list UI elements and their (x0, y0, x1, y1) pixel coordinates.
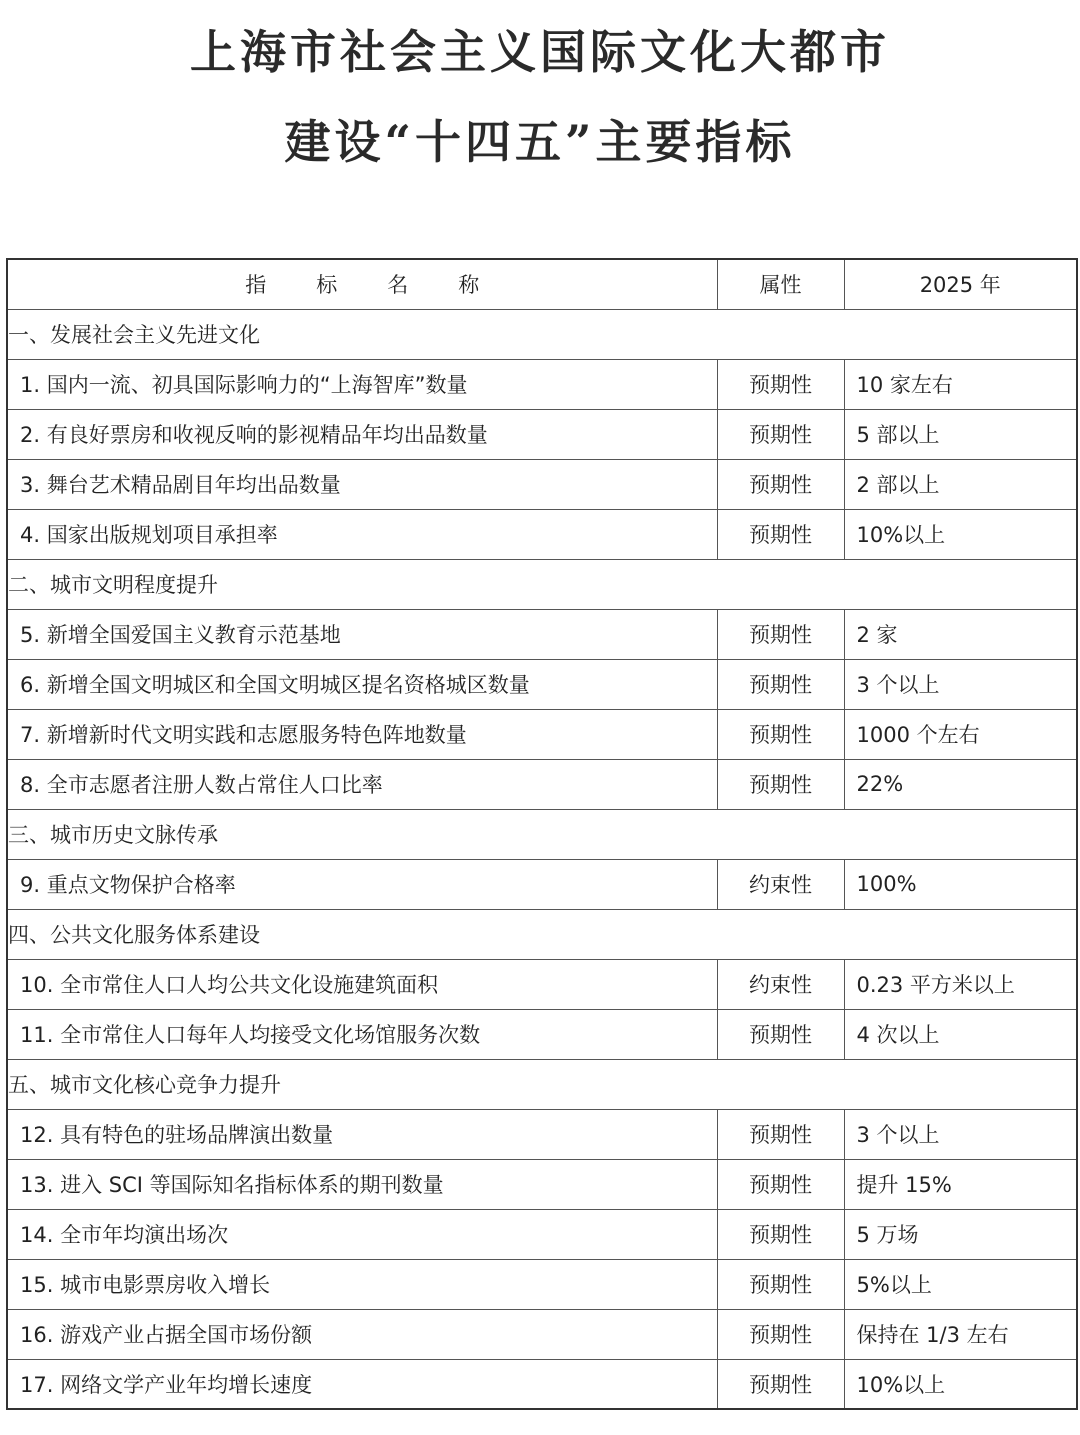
indicator-name: 17. 网络文学产业年均增长速度 (7, 1359, 717, 1409)
section-heading-row (7, 909, 1077, 959)
table-row (7, 409, 1077, 459)
section-heading: 四、公共文化服务体系建设 (7, 909, 1077, 959)
section-heading-row (7, 309, 1077, 359)
indicator-name: 1. 国内一流、初具国际影响力的“上海智库”数量 (7, 359, 717, 409)
indicator-name: 8. 全市志愿者注册人数占常住人口比率 (7, 759, 717, 809)
section-heading: 二、城市文明程度提升 (7, 559, 1077, 609)
table-row (7, 459, 1077, 509)
indicator-attribute: 预期性 (717, 709, 844, 759)
indicator-target: 5 部以上 (844, 409, 1077, 459)
section-heading: 一、发展社会主义先进文化 (7, 309, 1077, 359)
table-row (7, 1109, 1077, 1159)
indicator-name: 10. 全市常住人口人均公共文化设施建筑面积 (7, 959, 717, 1009)
table-row (7, 709, 1077, 759)
section-heading: 五、城市文化核心竞争力提升 (7, 1059, 1077, 1109)
page-title-line2: 建设“十四五”主要指标 (284, 115, 796, 169)
table-row (7, 859, 1077, 909)
indicator-target: 5 万场 (844, 1209, 1077, 1259)
indicator-name: 9. 重点文物保护合格率 (7, 859, 717, 909)
indicator-target: 0.23 平方米以上 (844, 959, 1077, 1009)
table-row (7, 659, 1077, 709)
table-row (7, 509, 1077, 559)
header-name: 指标名称 (7, 259, 717, 309)
indicator-attribute: 预期性 (717, 1359, 844, 1409)
indicator-attribute: 预期性 (717, 359, 844, 409)
indicator-target: 100% (844, 859, 1077, 909)
indicator-attribute: 预期性 (717, 659, 844, 709)
table-row (7, 759, 1077, 809)
indicator-target: 2 家 (844, 609, 1077, 659)
section-heading-row (7, 559, 1077, 609)
table-row (7, 959, 1077, 1009)
indicators-table (6, 258, 1078, 1410)
table-row (7, 1259, 1077, 1309)
indicator-target: 5%以上 (844, 1259, 1077, 1309)
indicator-attribute: 预期性 (717, 1309, 844, 1359)
section-heading: 三、城市历史文脉传承 (7, 809, 1077, 859)
table-row (7, 1159, 1077, 1209)
indicator-name: 12. 具有特色的驻场品牌演出数量 (7, 1109, 717, 1159)
table-header-row (7, 259, 1077, 309)
indicator-target: 3 个以上 (844, 1109, 1077, 1159)
indicator-target: 1000 个左右 (844, 709, 1077, 759)
indicator-target: 10%以上 (844, 1359, 1077, 1409)
indicator-target: 22% (844, 759, 1077, 809)
header-attribute: 属性 (717, 259, 844, 309)
indicator-attribute: 预期性 (717, 1109, 844, 1159)
indicator-name: 13. 进入 SCI 等国际知名指标体系的期刊数量 (7, 1159, 717, 1209)
indicator-target: 10 家左右 (844, 359, 1077, 409)
indicator-attribute: 约束性 (717, 959, 844, 1009)
indicator-attribute: 预期性 (717, 609, 844, 659)
indicator-name: 2. 有良好票房和收视反响的影视精品年均出品数量 (7, 409, 717, 459)
indicator-name: 5. 新增全国爱国主义教育示范基地 (7, 609, 717, 659)
table-row (7, 1309, 1077, 1359)
indicator-target: 10%以上 (844, 509, 1077, 559)
indicator-target: 保持在 1/3 左右 (844, 1309, 1077, 1359)
indicator-name: 16. 游戏产业占据全国市场份额 (7, 1309, 717, 1359)
indicator-attribute: 预期性 (717, 1159, 844, 1209)
indicator-attribute: 约束性 (717, 859, 844, 909)
table-row (7, 1209, 1077, 1259)
section-heading-row (7, 809, 1077, 859)
indicator-attribute: 预期性 (717, 1259, 844, 1309)
indicator-target: 2 部以上 (844, 459, 1077, 509)
indicator-attribute: 预期性 (717, 459, 844, 509)
indicator-attribute: 预期性 (717, 759, 844, 809)
indicator-name: 3. 舞台艺术精品剧目年均出品数量 (7, 459, 717, 509)
section-heading-row (7, 1059, 1077, 1109)
indicator-name: 4. 国家出版规划项目承担率 (7, 509, 717, 559)
indicator-name: 6. 新增全国文明城区和全国文明城区提名资格城区数量 (7, 659, 717, 709)
indicator-target: 4 次以上 (844, 1009, 1077, 1059)
table-row (7, 1359, 1077, 1409)
indicator-name: 14. 全市年均演出场次 (7, 1209, 717, 1259)
indicator-target: 提升 15% (844, 1159, 1077, 1209)
table-row (7, 359, 1077, 409)
indicator-attribute: 预期性 (717, 409, 844, 459)
page-title-line1: 上海市社会主义国际文化大都市 (190, 25, 890, 79)
indicator-attribute: 预期性 (717, 509, 844, 559)
table-row (7, 1009, 1077, 1059)
indicator-target: 3 个以上 (844, 659, 1077, 709)
header-target: 2025 年 (844, 259, 1077, 309)
indicator-name: 7. 新增新时代文明实践和志愿服务特色阵地数量 (7, 709, 717, 759)
indicator-attribute: 预期性 (717, 1209, 844, 1259)
indicator-name: 11. 全市常住人口每年人均接受文化场馆服务次数 (7, 1009, 717, 1059)
indicator-attribute: 预期性 (717, 1009, 844, 1059)
indicator-name: 15. 城市电影票房收入增长 (7, 1259, 717, 1309)
table-row (7, 609, 1077, 659)
